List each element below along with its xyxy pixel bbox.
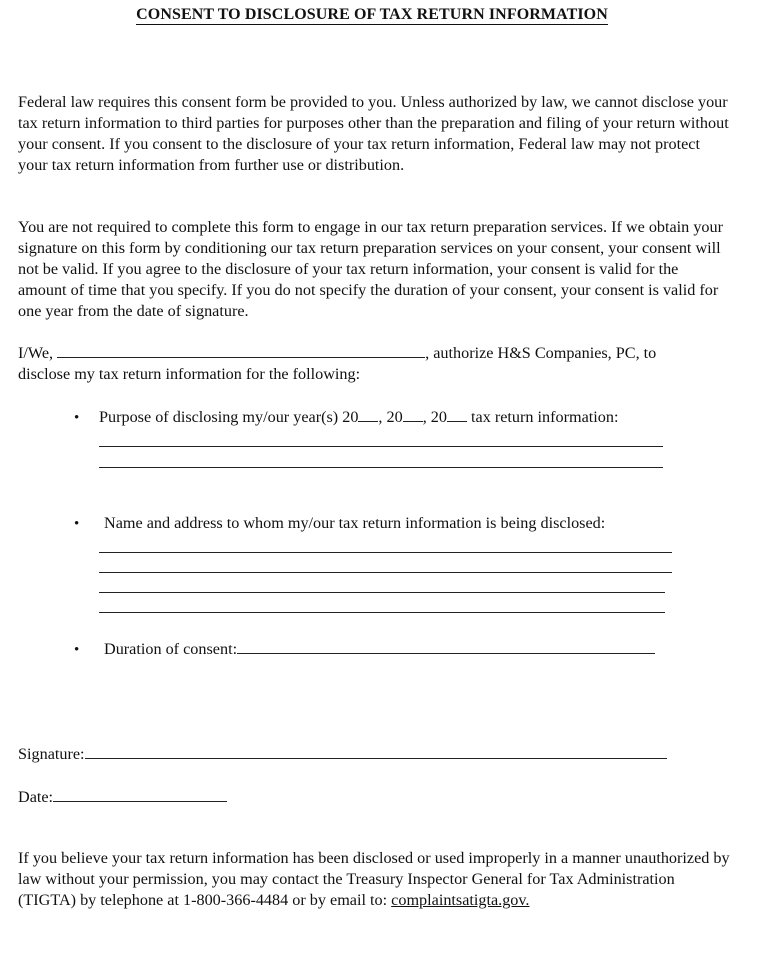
name-address-label: Name and address to whom my/our tax return information is being disclosed: [104, 514, 606, 532]
purpose-sep-1: , 20 [378, 408, 403, 426]
consent-validity-paragraph: You are not required to complete this form to engage in our tax return preparation services. If we obtain your signature on this form by conditioning our tax return preparation services on your consent, your consent will not be valid. If you agree to the disclosure of your tax return information, your consent is valid for the amount of time that you specify. If you do not specify the duration of your consent, your consent is valid for one year from the date of signature. [18, 218, 723, 320]
signature-field[interactable] [85, 758, 667, 759]
duration-label: Duration of consent: [104, 640, 238, 658]
signature-label: Signature: [18, 745, 85, 763]
name-address-line-2[interactable] [99, 572, 672, 573]
purpose-prefix: Purpose of disclosing my/our year(s) 20 [99, 408, 359, 426]
signature-row [18, 744, 667, 765]
iwe-name-field[interactable] [57, 357, 425, 358]
iwe-authorize-text: , authorize H&S Companies, PC, to [425, 344, 657, 362]
date-row [18, 787, 227, 808]
disclosure-paragraph: Federal law requires this consent form be provided to you. Unless authorized by law, we cannot disclose your tax return information to third parties for purposes other than the preparation and filing of your return without your consent. If you consent to the disclosure of your tax return information, Federal law may not protect your tax return information from further use or distribution. [18, 93, 729, 174]
bullet-duration-icon: • [74, 642, 80, 658]
date-field[interactable] [53, 801, 227, 802]
purpose-sep-2: , 20 [422, 408, 447, 426]
iwe-row [18, 343, 656, 364]
form-title: CONSENT TO DISCLOSURE OF TAX RETURN INFORMATION [136, 6, 608, 23]
purpose-row [99, 407, 618, 428]
bullet-name-icon: • [74, 516, 80, 532]
purpose-suffix: tax return information: [466, 408, 619, 426]
purpose-field-line-2[interactable] [99, 467, 663, 468]
tigta-contact-text: If you believe your tax return information has been disclosed or used improperly in a manner unauthorized by law without your permission, you may contact the Treasury Inspector General for Tax Administration (TIGTA) by telephone at 1-800-366-4484 or by email to: [18, 849, 730, 909]
iwe-label: I/We, [18, 344, 54, 362]
year1-field[interactable] [358, 421, 378, 422]
date-label: Date: [18, 788, 54, 806]
tigta-contact-paragraph [18, 848, 730, 911]
duration-row [104, 639, 655, 660]
tigta-email-link[interactable]: complaintsatigta.gov. [391, 891, 530, 909]
duration-field[interactable] [237, 653, 655, 654]
bullet-purpose-icon: • [74, 410, 80, 426]
iwe-line2: disclose my tax return information for the following: [18, 365, 361, 383]
name-address-line-1[interactable] [99, 552, 672, 553]
year2-field[interactable] [403, 421, 423, 422]
name-address-line-4[interactable] [99, 612, 665, 613]
year3-field[interactable] [447, 421, 467, 422]
name-address-line-3[interactable] [99, 592, 665, 593]
purpose-field-line-1[interactable] [99, 446, 663, 447]
